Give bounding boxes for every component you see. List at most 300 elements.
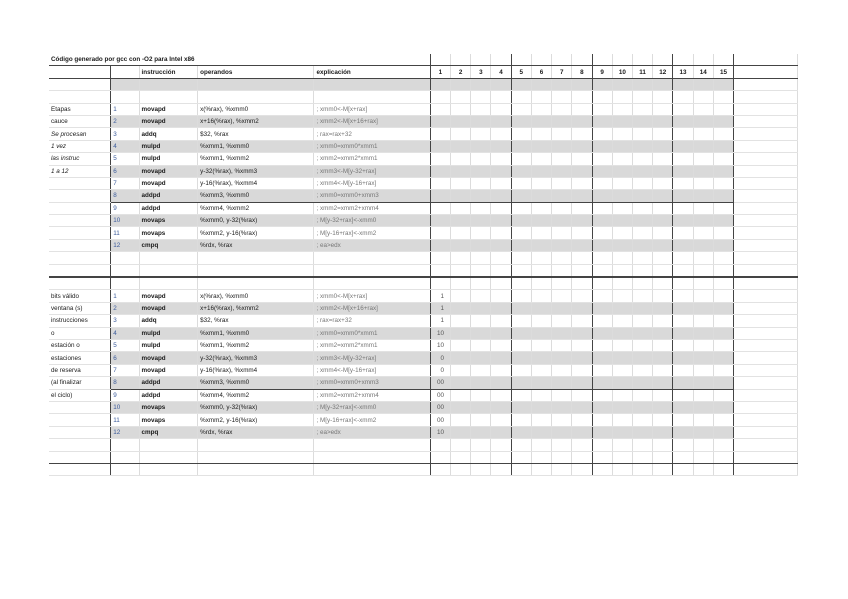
cycle-12-cell — [653, 165, 673, 177]
cycle-13-cell — [673, 414, 693, 426]
block2-blank-1-cycle-1 — [430, 277, 450, 290]
cycle-1-value: 00 — [430, 414, 450, 426]
block1-row-9-spare — [734, 202, 798, 214]
header-cycle-10: 10 — [612, 66, 632, 78]
block2-blank-1b-cycle-8 — [572, 439, 592, 451]
block2-blank-1b-cycle-6 — [531, 439, 551, 451]
instruction-operands: y-32(%rax), %xmm3 — [198, 165, 314, 177]
block2-blank-2-op — [139, 451, 198, 463]
cycle-4-cell — [491, 315, 511, 327]
block2-blank-1b-num — [111, 439, 139, 451]
cycle-10-cell — [612, 290, 632, 302]
cycle-2-cell — [451, 190, 471, 202]
block1-row-2-spare — [734, 115, 798, 127]
cycle-9-cell — [592, 239, 612, 251]
cycle-12-cell — [653, 190, 673, 202]
block2-blank-1b-cycle-9 — [592, 439, 612, 451]
instruction-opcode: addpd — [139, 377, 198, 389]
block2-blank-1-side — [49, 277, 111, 290]
block2-blank-1b-args — [198, 439, 314, 451]
block2-blank-3-cycle-9 — [592, 463, 612, 475]
cycle-14-cell — [693, 377, 713, 389]
cycle-5-cell — [511, 426, 531, 438]
cycle-3-cell — [471, 153, 491, 165]
block1-side-label: Etapas — [49, 103, 111, 115]
block2-blank-3-spare — [734, 463, 798, 475]
spacer-row-b-cycle-6 — [531, 91, 551, 103]
block1-row-7-spare — [734, 177, 798, 189]
instruction-opcode: movapd — [139, 302, 198, 314]
instruction-operands: %xmm4, %xmm2 — [198, 202, 314, 214]
cycle-14-cell — [693, 339, 713, 351]
block1-row-6-spare — [734, 165, 798, 177]
block2-blank-3-cycle-11 — [632, 463, 652, 475]
block2-blank-3-cycle-10 — [612, 463, 632, 475]
title-row-cycle-1 — [430, 54, 450, 66]
cycle-9-cell — [592, 327, 612, 339]
cycle-9-cell — [592, 215, 612, 227]
cycle-11-cell — [632, 302, 652, 314]
title-row-cycle-7 — [552, 54, 572, 66]
block1-blank-2-cycle-13 — [673, 264, 693, 277]
cycle-4-cell — [491, 227, 511, 239]
instruction-explanation: ; xmm0<-M[x+rax] — [314, 103, 430, 115]
cycle-1-cell — [430, 115, 450, 127]
block1-side-label: las instruc — [49, 153, 111, 165]
spacer-row-b-cycle-5 — [511, 91, 531, 103]
block2-blank-1-cycle-6 — [531, 277, 551, 290]
cycle-9-cell — [592, 227, 612, 239]
block2-row-10-spare — [734, 401, 798, 413]
cycle-6-cell — [531, 352, 551, 364]
instruction-number: 9 — [111, 202, 139, 214]
cycle-10-cell — [612, 140, 632, 152]
cycle-8-cell — [572, 364, 592, 376]
block2-blank-2-cycle-4 — [491, 451, 511, 463]
instruction-opcode: cmpq — [139, 426, 198, 438]
cycle-4-cell — [491, 339, 511, 351]
block2-blank-3-exp — [314, 463, 430, 475]
cycle-12-cell — [653, 377, 673, 389]
block1-row-1-spare — [734, 103, 798, 115]
cycle-5-cell — [511, 377, 531, 389]
cycle-8-cell — [572, 401, 592, 413]
cycle-15-cell — [713, 414, 733, 426]
cycle-12-cell — [653, 364, 673, 376]
block2-blank-2-cycle-5 — [511, 451, 531, 463]
cycle-4-cell — [491, 377, 511, 389]
block2-blank-2 — [49, 451, 798, 463]
title-row-cycle-9 — [592, 54, 612, 66]
cycle-8-cell — [572, 414, 592, 426]
cycle-11-cell — [632, 140, 652, 152]
cycle-13-cell — [673, 377, 693, 389]
block2-side-label: o — [49, 327, 111, 339]
spacer-row-b-cycle-3 — [471, 91, 491, 103]
cycle-12-cell — [653, 177, 673, 189]
cycle-8-cell — [572, 339, 592, 351]
cycle-13-cell — [673, 315, 693, 327]
cycle-5-cell — [511, 227, 531, 239]
cycle-11-cell — [632, 128, 652, 140]
instruction-number: 4 — [111, 327, 139, 339]
instruction-explanation: ; xmm4<-M[y-16+rax] — [314, 177, 430, 189]
spacer-row-a-cycle-3 — [471, 78, 491, 90]
cycle-8-cell — [572, 128, 592, 140]
cycle-11-cell — [632, 165, 652, 177]
block2-row-12-spare — [734, 426, 798, 438]
cycle-15-cell — [713, 227, 733, 239]
cycle-12-cell — [653, 389, 673, 401]
block1-blank-2-spare — [734, 264, 798, 277]
block2-row-11 — [49, 414, 798, 426]
cycle-14-cell — [693, 389, 713, 401]
block1-row-1 — [49, 103, 798, 115]
cycle-15-cell — [713, 239, 733, 251]
cycle-12-cell — [653, 290, 673, 302]
instruction-operands: %xmm0, y-32(%rax) — [198, 215, 314, 227]
instruction-explanation: ; xmm3<-M[y-32+rax] — [314, 165, 430, 177]
instruction-operands: y-32(%rax), %xmm3 — [198, 352, 314, 364]
spacer-row-a-op — [139, 78, 198, 90]
instruction-operands: %xmm3, %xmm0 — [198, 190, 314, 202]
block2-blank-1b-cycle-10 — [612, 439, 632, 451]
cycle-14-cell — [693, 190, 713, 202]
cycle-4-cell — [491, 290, 511, 302]
cycle-8-cell — [572, 215, 592, 227]
block2-blank-3-cycle-1 — [430, 463, 450, 475]
cycle-2-cell — [451, 339, 471, 351]
block1-blank-1-num — [111, 252, 139, 264]
block2-blank-1-cycle-4 — [491, 277, 511, 290]
cycle-1-value: 00 — [430, 401, 450, 413]
cycle-7-cell — [552, 177, 572, 189]
title-row-cycle-6 — [531, 54, 551, 66]
block1-blank-2-cycle-7 — [552, 264, 572, 277]
block2-blank-2-cycle-11 — [632, 451, 652, 463]
block2-blank-2-cycle-8 — [572, 451, 592, 463]
cycle-10-cell — [612, 426, 632, 438]
block1-blank-2-side — [49, 264, 111, 277]
cycle-1-value: 10 — [430, 426, 450, 438]
instruction-timing-sheet — [49, 54, 798, 476]
block1-side-label: cauce — [49, 115, 111, 127]
cycle-9-cell — [592, 414, 612, 426]
cycle-12-cell — [653, 202, 673, 214]
block2-blank-3-op — [139, 463, 198, 475]
instruction-opcode: addq — [139, 128, 198, 140]
cycle-3-cell — [471, 177, 491, 189]
block2-blank-3-cycle-12 — [653, 463, 673, 475]
block2-side-label: instrucciones — [49, 315, 111, 327]
instruction-opcode: mulpd — [139, 140, 198, 152]
cycle-8-cell — [572, 153, 592, 165]
instruction-opcode: movaps — [139, 414, 198, 426]
block2-blank-1-op — [139, 277, 198, 290]
block1-blank-2-cycle-14 — [693, 264, 713, 277]
cycle-3-cell — [471, 202, 491, 214]
cycle-11-cell — [632, 239, 652, 251]
block2-blank-1b-cycle-1 — [430, 439, 450, 451]
cycle-2-cell — [451, 153, 471, 165]
block2-blank-1b — [49, 439, 798, 451]
instruction-number: 12 — [111, 239, 139, 251]
block2-row-9 — [49, 389, 798, 401]
cycle-13-cell — [673, 401, 693, 413]
instruction-number: 3 — [111, 315, 139, 327]
cycle-11-cell — [632, 227, 652, 239]
block2-side-label: de reserva — [49, 364, 111, 376]
cycle-2-cell — [451, 290, 471, 302]
block1-blank-1-cycle-5 — [511, 252, 531, 264]
title-row-spare — [734, 54, 798, 66]
instruction-explanation: ; rax=rax+32 — [314, 128, 430, 140]
cycle-1-value: 0 — [430, 364, 450, 376]
cycle-9-cell — [592, 302, 612, 314]
cycle-3-cell — [471, 165, 491, 177]
cycle-9-cell — [592, 315, 612, 327]
cycle-10-cell — [612, 215, 632, 227]
cycle-11-cell — [632, 177, 652, 189]
cycle-13-cell — [673, 227, 693, 239]
cycle-8-cell — [572, 165, 592, 177]
block2-blank-1-cycle-13 — [673, 277, 693, 290]
instruction-explanation: ; xmm2=xmm2+xmm4 — [314, 389, 430, 401]
cycle-9-cell — [592, 115, 612, 127]
spacer-row-a-exp — [314, 78, 430, 90]
instruction-opcode: mulpd — [139, 327, 198, 339]
cycle-4-cell — [491, 352, 511, 364]
instruction-opcode: movapd — [139, 290, 198, 302]
block1-row-6 — [49, 165, 798, 177]
cycle-5-cell — [511, 389, 531, 401]
block2-row-9-spare — [734, 389, 798, 401]
header-row — [49, 66, 798, 78]
block1-blank-1-cycle-15 — [713, 252, 733, 264]
cycle-6-cell — [531, 165, 551, 177]
cycle-3-cell — [471, 352, 491, 364]
cycle-14-cell — [693, 290, 713, 302]
cycle-1-cell — [430, 190, 450, 202]
cycle-10-cell — [612, 327, 632, 339]
cycle-14-cell — [693, 352, 713, 364]
cycle-10-cell — [612, 315, 632, 327]
cycle-4-cell — [491, 153, 511, 165]
cycle-5-cell — [511, 315, 531, 327]
spacer-row-a-cycle-15 — [713, 78, 733, 90]
block1-row-12 — [49, 239, 798, 251]
cycle-9-cell — [592, 165, 612, 177]
header-cycle-13: 13 — [673, 66, 693, 78]
instruction-opcode: mulpd — [139, 153, 198, 165]
block2-row-8-spare — [734, 377, 798, 389]
cycle-8-cell — [572, 177, 592, 189]
instruction-operands: %xmm3, %xmm0 — [198, 377, 314, 389]
title-row-cycle-14 — [693, 54, 713, 66]
block1-blank-2-cycle-4 — [491, 264, 511, 277]
instruction-opcode: movaps — [139, 227, 198, 239]
block2-row-5 — [49, 339, 798, 351]
block2-blank-1-spare — [734, 277, 798, 290]
cycle-10-cell — [612, 153, 632, 165]
block2-side-label: estaciones — [49, 352, 111, 364]
block1-row-11-spare — [734, 227, 798, 239]
cycle-6-cell — [531, 315, 551, 327]
instruction-explanation: ; xmm0=xmm0*xmm1 — [314, 327, 430, 339]
cycle-11-cell — [632, 377, 652, 389]
cycle-6-cell — [531, 339, 551, 351]
block2-blank-3-cycle-7 — [552, 463, 572, 475]
instruction-number: 7 — [111, 177, 139, 189]
instruction-explanation: ; xmm3<-M[y-32+rax] — [314, 352, 430, 364]
block2-row-3 — [49, 315, 798, 327]
cycle-13-cell — [673, 290, 693, 302]
spacer-row-a-cycle-12 — [653, 78, 673, 90]
block1-blank-1-side — [49, 252, 111, 264]
block1-blank-1-cycle-10 — [612, 252, 632, 264]
cycle-11-cell — [632, 290, 652, 302]
cycle-14-cell — [693, 140, 713, 152]
spacer-row-b-cycle-1 — [430, 91, 450, 103]
spacer-row-a-cycle-8 — [572, 78, 592, 90]
block1-blank-1-cycle-3 — [471, 252, 491, 264]
cycle-9-cell — [592, 364, 612, 376]
cycle-3-cell — [471, 339, 491, 351]
cycle-13-cell — [673, 103, 693, 115]
block1-row-2 — [49, 115, 798, 127]
cycle-9-cell — [592, 128, 612, 140]
cycle-11-cell — [632, 426, 652, 438]
cycle-11-cell — [632, 401, 652, 413]
block1-blank-1-cycle-9 — [592, 252, 612, 264]
cycle-4-cell — [491, 190, 511, 202]
cycle-9-cell — [592, 190, 612, 202]
instruction-number: 5 — [111, 153, 139, 165]
block2-blank-1-cycle-2 — [451, 277, 471, 290]
block2-row-2-spare — [734, 302, 798, 314]
block2-blank-3-num — [111, 463, 139, 475]
block1-row-3-spare — [734, 128, 798, 140]
cycle-3-cell — [471, 227, 491, 239]
cycle-6-cell — [531, 153, 551, 165]
instruction-opcode: movapd — [139, 103, 198, 115]
instruction-operands: %rdx, %rax — [198, 426, 314, 438]
cycle-10-cell — [612, 414, 632, 426]
block1-side-label — [49, 190, 111, 202]
instruction-number: 1 — [111, 290, 139, 302]
block2-blank-3-cycle-8 — [572, 463, 592, 475]
block2-row-12 — [49, 426, 798, 438]
block2-blank-3 — [49, 463, 798, 475]
cycle-14-cell — [693, 177, 713, 189]
instruction-operands: x+16(%rax), %xmm2 — [198, 302, 314, 314]
cycle-8-cell — [572, 190, 592, 202]
block1-side-label — [49, 202, 111, 214]
cycle-7-cell — [552, 352, 572, 364]
cycle-12-cell — [653, 115, 673, 127]
header-cycle-4: 4 — [491, 66, 511, 78]
cycle-2-cell — [451, 177, 471, 189]
cycle-4-cell — [491, 103, 511, 115]
block1-blank-2-op — [139, 264, 198, 277]
title-row-cycle-15 — [713, 54, 733, 66]
instruction-explanation: ; M[y-16+rax]<-xmm2 — [314, 227, 430, 239]
block2-side-label — [49, 426, 111, 438]
block2-blank-1-cycle-15 — [713, 277, 733, 290]
cycle-3-cell — [471, 401, 491, 413]
cycle-8-cell — [572, 140, 592, 152]
sheet-title: Código generado por gcc con -O2 para Intel x86 — [49, 54, 430, 66]
header-blank — [49, 66, 111, 78]
header-cycle-11: 11 — [632, 66, 652, 78]
cycle-5-cell — [511, 339, 531, 351]
block1-row-11 — [49, 227, 798, 239]
cycle-11-cell — [632, 414, 652, 426]
cycle-10-cell — [612, 202, 632, 214]
instruction-opcode: movapd — [139, 177, 198, 189]
instruction-explanation: ; xmm2=xmm2*xmm1 — [314, 153, 430, 165]
instruction-number: 11 — [111, 414, 139, 426]
spacer-row-b-side — [49, 91, 111, 103]
cycle-11-cell — [632, 103, 652, 115]
spacer-row-a-spare — [734, 78, 798, 90]
instruction-explanation: ; xmm2<-M[x+16+rax] — [314, 115, 430, 127]
cycle-2-cell — [451, 414, 471, 426]
cycle-1-value: 1 — [430, 302, 450, 314]
cycle-10-cell — [612, 115, 632, 127]
instruction-number: 4 — [111, 140, 139, 152]
cycle-1-value: 00 — [430, 389, 450, 401]
cycle-8-cell — [572, 103, 592, 115]
cycle-5-cell — [511, 401, 531, 413]
block1-row-4-spare — [734, 140, 798, 152]
block2-blank-1b-cycle-14 — [693, 439, 713, 451]
cycle-10-cell — [612, 128, 632, 140]
cycle-4-cell — [491, 202, 511, 214]
spacer-row-b-cycle-7 — [552, 91, 572, 103]
header-instruccion: instrucción — [139, 66, 198, 78]
block2-row-6 — [49, 352, 798, 364]
cycle-10-cell — [612, 389, 632, 401]
block2-blank-1 — [49, 277, 798, 290]
block1-blank-1-cycle-1 — [430, 252, 450, 264]
cycle-5-cell — [511, 177, 531, 189]
block1-row-9 — [49, 202, 798, 214]
block2-blank-2-cycle-12 — [653, 451, 673, 463]
block1-row-8-spare — [734, 190, 798, 202]
block1-row-8 — [49, 190, 798, 202]
spacer-row-b-cycle-9 — [592, 91, 612, 103]
cycle-5-cell — [511, 140, 531, 152]
spacer-row-b-cycle-2 — [451, 91, 471, 103]
block1-blank-1-cycle-4 — [491, 252, 511, 264]
block2-blank-1b-cycle-4 — [491, 439, 511, 451]
cycle-15-cell — [713, 352, 733, 364]
cycle-8-cell — [572, 352, 592, 364]
cycle-14-cell — [693, 239, 713, 251]
instruction-explanation: ; xmm0=xmm0+xmm3 — [314, 190, 430, 202]
cycle-10-cell — [612, 165, 632, 177]
block2-row-6-spare — [734, 352, 798, 364]
spacer-row-a-side — [49, 78, 111, 90]
cycle-4-cell — [491, 401, 511, 413]
cycle-3-cell — [471, 389, 491, 401]
cycle-6-cell — [531, 377, 551, 389]
instruction-operands: y-16(%rax), %xmm4 — [198, 177, 314, 189]
block1-blank-2-cycle-8 — [572, 264, 592, 277]
cycle-13-cell — [673, 165, 693, 177]
cycle-3-cell — [471, 377, 491, 389]
